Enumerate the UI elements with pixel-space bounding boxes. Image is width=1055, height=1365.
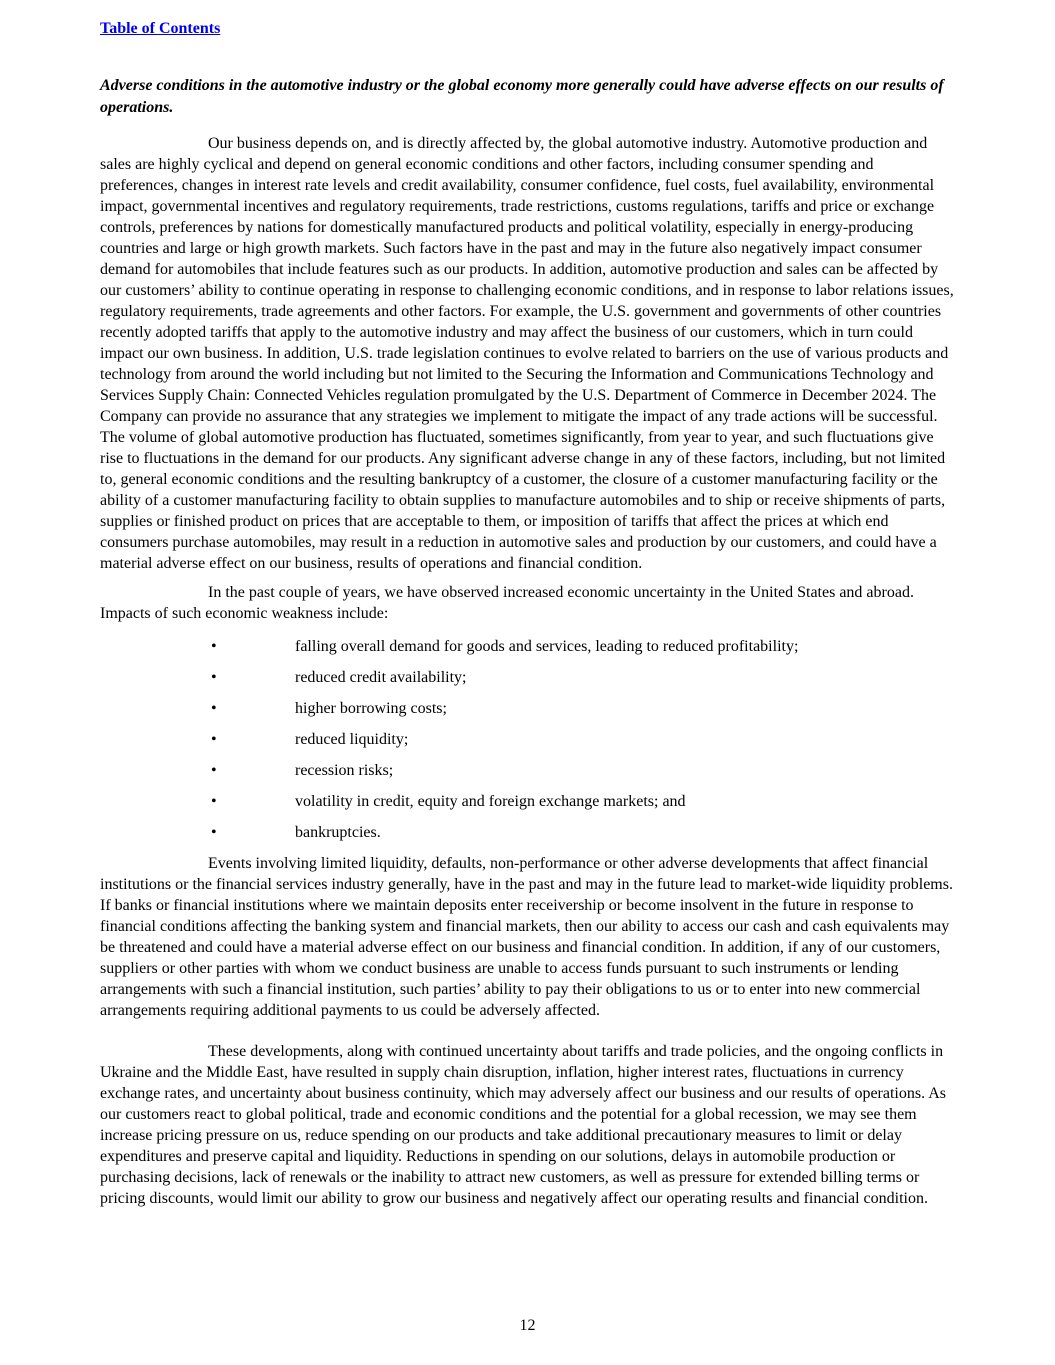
list-item-text: volatility in credit, equity and foreign exchange markets; and (295, 793, 686, 810)
bullet-icon: • (211, 824, 217, 841)
bullet-icon: • (211, 669, 217, 686)
list-item-text: reduced credit availability; (295, 669, 467, 686)
bullet-icon: • (211, 731, 217, 748)
paragraph-global-developments: These developments, along with continued uncertainty about tariffs and trade policies, and the ongoing conflicts in Ukraine and the Middle East, have resulted in supply chain disruption, inflation, higher interest rates, fluctuations in currency exchange rates, and uncertainty about business continuity, which may adversely affect our business and our results of operations. As our customers react to global political, trade and economic conditions and the potential for a global recession, we may see them increase pricing pressure on us, reduce spending on our products and take additional precautionary measures to limit or delay expenditures and preserve capital and liquidity. Reductions in spending on our solutions, delays in automobile production or purchasing decisions, lack of renewals or the inability to attract new customers, as well as pressure for extended billing terms or pricing discounts, would limit our ability to grow our business and negatively affect our operating results and financial condition. (100, 1043, 946, 1207)
bullet-icon: • (211, 700, 217, 717)
bullet-icon: • (211, 762, 217, 779)
list-item-text: recession risks; (295, 762, 394, 779)
paragraph-automotive-industry: Our business depends on, and is directly affected by, the global automotive industry. Automotive production and sales are highly cyclical and depend on general economic conditions and other factors, including consumer spending and preferences, changes in interest rate levels and credit availability, consumer confidence, fuel costs, fuel availability, environmental impact, governmental incentives and regulatory requirements, trade restrictions, customs regulations, tariffs and price or exchange controls, preferences by nations for domestically manufactured products and political volatility, especially in energy-producing countries and large or high growth markets. Such factors have in the past and may in the future also negatively impact consumer demand for automobiles that include features such as our products. In addition, automotive production and sales can be affected by our customers’ ability to continue operating in response to challenging economic conditions, and in response to labor relations issues, regulatory requirements, trade agreements and other factors. For example, the U.S. government and governments of other countries recently adopted tariffs that apply to the automotive industry and may affect the business of our customers, which in turn could impact our own business. In addition, U.S. trade legislation continues to evolve related to barriers on the use of various products and technology from around the world including but not limited to the Securing the Information and Communications Technology and Services Supply Chain: Connected Vehicles regulation promulgated by the U.S. Department of Commerce in December 2024. The Company can provide no assurance that any strategies we implement to mitigate the impact of any trade actions will be successful. The volume of global automotive production has fluctuated, sometimes significantly, from year to year, and such fluctuations give rise to fluctuations in the demand for our products. Any significant adverse change in any of these factors, including, but not limited to, general economic conditions and the resulting bankruptcy of a customer, the closure of a customer manufacturing facility or the ability of a customer manufacturing facility to obtain supplies to manufacture automobiles and to ship or receive shipments of parts, supplies or finished product on prices that are acceptable to them, or imposition of tariffs that affect the prices at which end consumers purchase automobiles, may result in a reduction in automotive sales and production by our customers, and could have a material adverse effect on our business, results of operations and financial condition. (100, 135, 954, 572)
bullet-icon: • (211, 793, 217, 810)
bullet-icon: • (211, 638, 217, 655)
page-number: 12 (519, 1317, 536, 1334)
paragraph-financial-institutions: Events involving limited liquidity, defaults, non-performance or other adverse developments that affect financial institutions or the financial services industry generally, have in the past and may in the future lead to market-wide liquidity problems. If banks or financial institutions where we maintain deposits enter receivership or become insolvent in the future in response to financial conditions affecting the banking system and financial markets, then our ability to access our cash and cash equivalents may be threatened and could have a material adverse effect on our business and financial condition. In addition, if any of our customers, suppliers or other parties with whom we conduct business are unable to access funds pursuant to such instruments or lending arrangements with such a financial institution, such parties’ ability to pay their obligations to us or to enter into new commercial arrangements requiring additional payments to us could be adversely affected. (100, 855, 953, 1019)
paragraph-economic-uncertainty: In the past couple of years, we have observed increased economic uncertainty in the United States and abroad. Impacts of such economic weakness include: (100, 584, 914, 622)
list-item (100, 822, 955, 843)
table-of-contents-link[interactable]: Table of Contents (100, 20, 221, 37)
list-item (100, 791, 955, 812)
list-item (100, 729, 955, 750)
list-item-text: reduced liquidity; (295, 731, 409, 748)
list-item (100, 667, 955, 688)
list-item-text: higher borrowing costs; (295, 700, 447, 717)
list-item-text: bankruptcies. (295, 824, 381, 841)
list-item-text: falling overall demand for goods and services, leading to reduced profitability; (295, 638, 799, 655)
list-item (100, 698, 955, 719)
risk-factor-heading: Adverse conditions in the automotive industry or the global economy more generally could have adverse effects on our results of operations. (100, 77, 944, 116)
economic-weakness-list (100, 636, 955, 843)
list-item (100, 636, 955, 657)
list-item (100, 760, 955, 781)
